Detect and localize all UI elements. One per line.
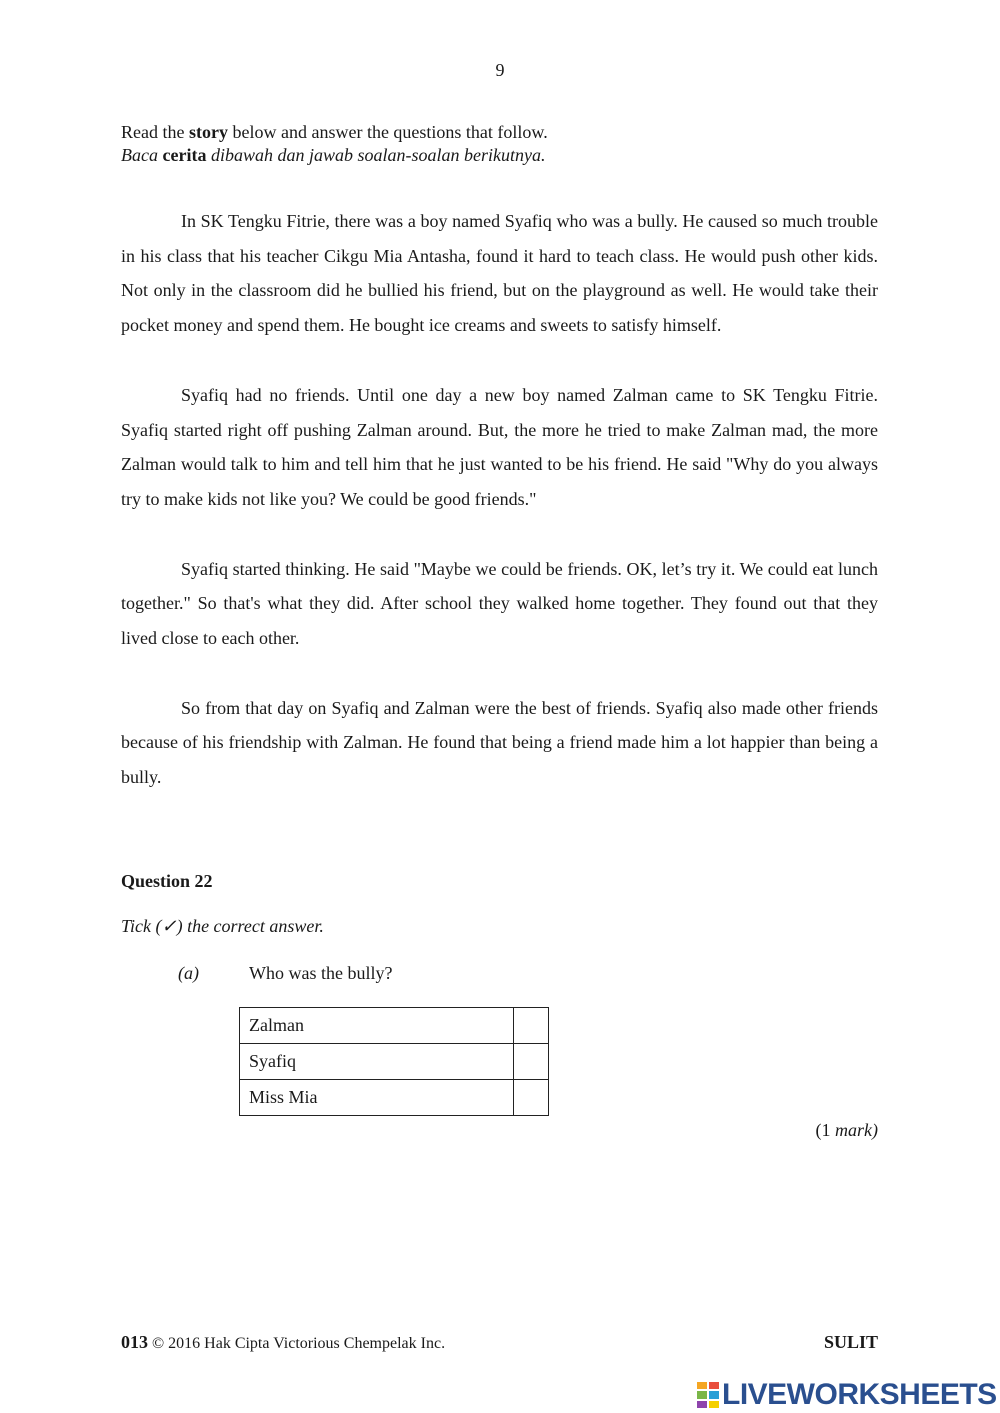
copyright-text: © 2016 Hak Cipta Victorious Chempelak Inc. xyxy=(148,1335,446,1352)
classification-label: SULIT xyxy=(823,1332,878,1352)
story xyxy=(121,204,878,830)
logo-block xyxy=(697,1391,707,1398)
answer-option: Syafiq xyxy=(240,1044,514,1080)
page-number: 9 xyxy=(495,60,505,80)
paper-code: 013 xyxy=(121,1332,148,1352)
instruction-english-keyword: story xyxy=(188,122,228,142)
answer-option: Miss Mia xyxy=(240,1080,514,1116)
answer-row xyxy=(240,1080,549,1116)
question-part-text: Who was the bully? xyxy=(249,963,393,983)
instruction-malay-keyword: cerita xyxy=(162,145,207,165)
marks-allocation: (1 mark) xyxy=(815,1120,878,1140)
story-paragraph: So from that day on Syafiq and Zalman were the best of friends. Syafiq also made other friends because of his friendship with Zalman. He found that being a friend made him a lot happier than being a bully. xyxy=(121,697,878,788)
answer-option: Zalman xyxy=(240,1008,514,1044)
answer-row xyxy=(240,1008,549,1044)
logo-block xyxy=(709,1401,719,1408)
liveworksheets-logo-icon xyxy=(697,1382,719,1408)
logo-block xyxy=(697,1382,707,1389)
tick-box-miss-mia[interactable] xyxy=(514,1080,549,1116)
logo-block xyxy=(709,1391,719,1398)
story-paragraph: Syafiq had no friends. Until one day a new boy named Zalman came to SK Tengku Fitrie. Syafiq started right off pushing Zalman around. But, the more he tried to make Zalman mad, the more Zalman would talk to him and tell him that he just wanted to be his friend. He said "Why do you always try to make kids not like you? We could be good friends." xyxy=(121,384,878,509)
question-part-label: (a) xyxy=(178,963,199,983)
answer-table xyxy=(239,1007,549,1116)
story-paragraph: Syafiq started thinking. He said "Maybe we could be friends. OK, let’s try it. We could eat lunch together." So that's what they did. After school they walked home together. They found out that they lived close to each other. xyxy=(121,558,878,649)
footer xyxy=(121,1332,878,1353)
instruction-malay: Baca cerita dibawah dan jawab soalan-soalan berikutnya. xyxy=(121,145,546,165)
question-title: Question 22 xyxy=(121,871,213,891)
tick-box-zalman[interactable] xyxy=(514,1008,549,1044)
answer-row xyxy=(240,1044,549,1080)
logo-block xyxy=(697,1401,707,1408)
tick-box-syafiq[interactable] xyxy=(514,1044,549,1080)
question-part xyxy=(178,963,392,984)
instructions xyxy=(121,121,881,167)
logo-block xyxy=(709,1382,719,1389)
instruction-english: Read the story below and answer the questions that follow. xyxy=(121,122,548,142)
liveworksheets-wordmark: LIVEWORKSHEETS xyxy=(722,1378,997,1411)
liveworksheets-logo xyxy=(697,1378,997,1412)
story-paragraph: In SK Tengku Fitrie, there was a boy named Syafiq who was a bully. He caused so much trouble in his class that his teacher Cikgu Mia Antasha, found it hard to teach class. He would push other kids. Not only in the classroom did he bullied his friend, but on the playground as well. He would take their pocket money and spend them. He bought ice creams and sweets to satisfy himself. xyxy=(121,211,878,336)
question-instruction: Tick (✓) the correct answer. xyxy=(121,916,324,936)
